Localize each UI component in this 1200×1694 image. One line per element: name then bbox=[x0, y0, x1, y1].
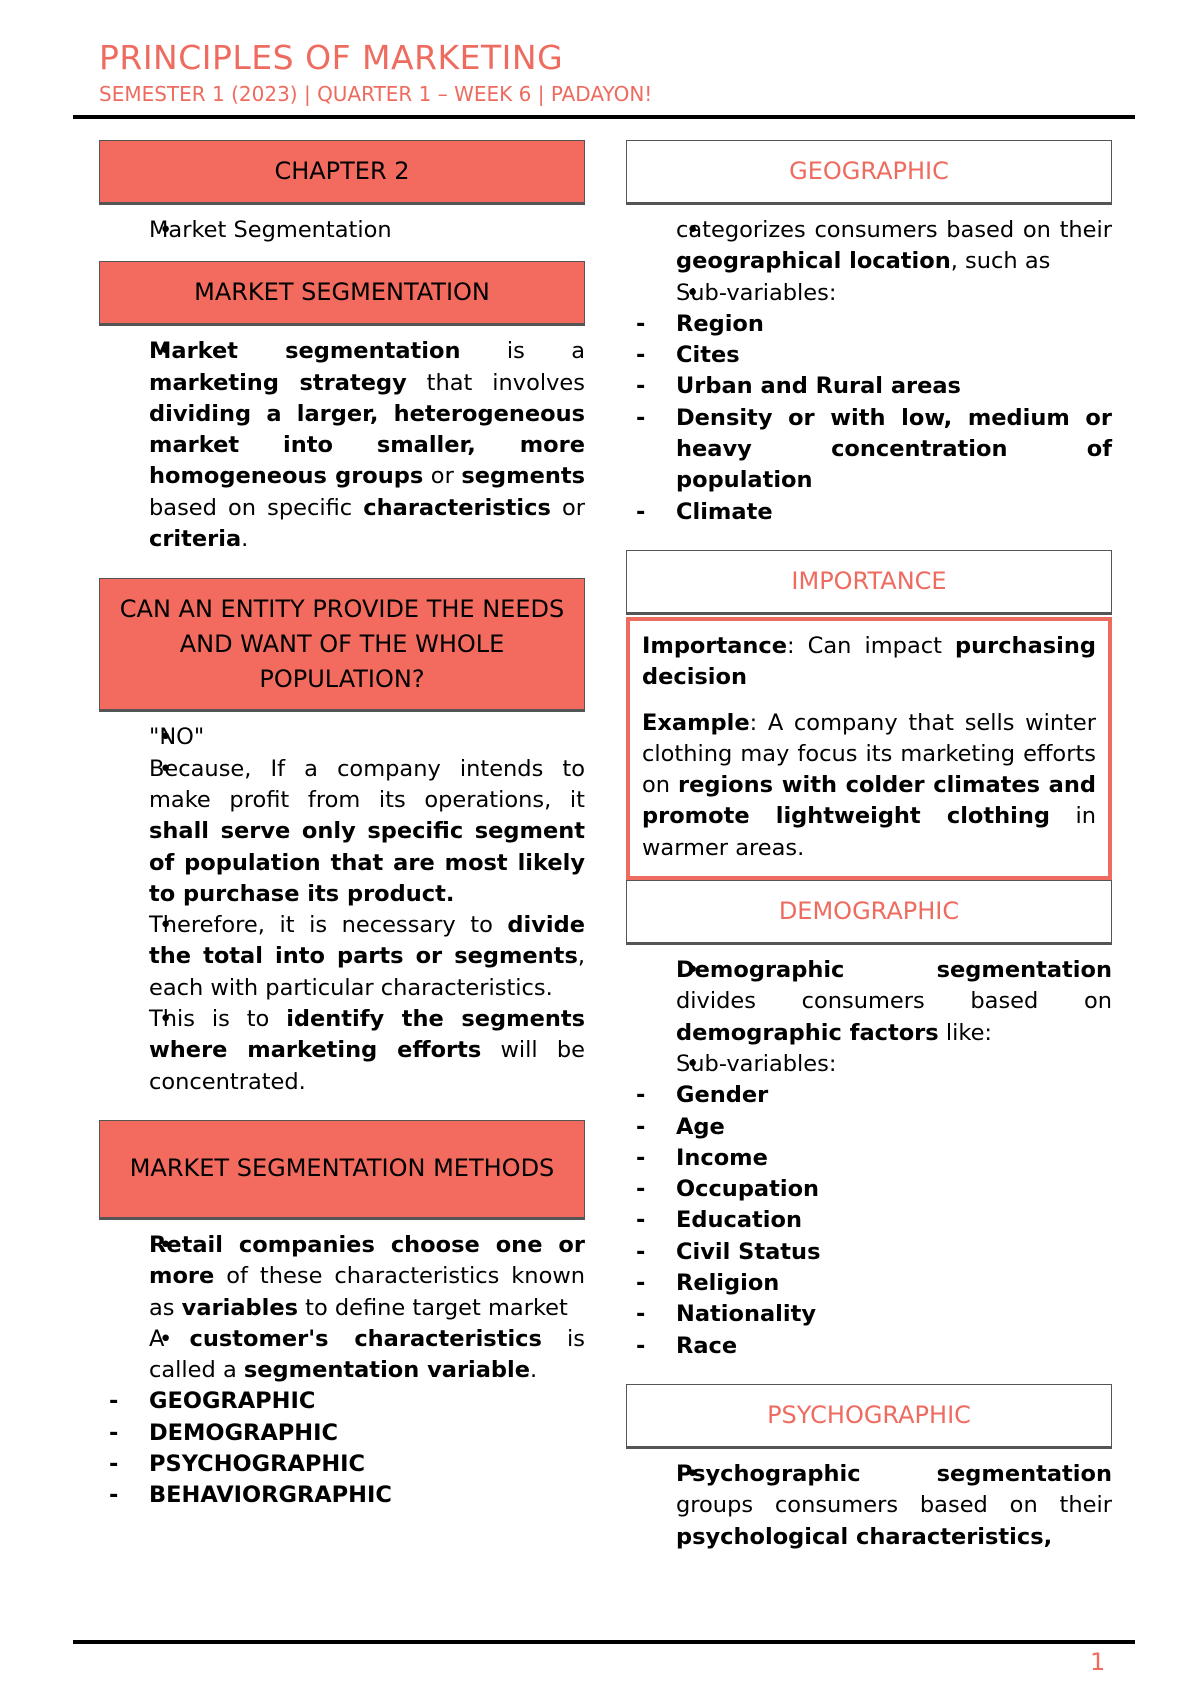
list-item: • Therefore, it is necessary to divide the total into parts or segments, each with particular characteristics. bbox=[149, 910, 585, 1004]
subvariable-item: - Gender bbox=[676, 1080, 1112, 1111]
left-column bbox=[99, 140, 585, 1512]
right-column bbox=[626, 140, 1112, 1553]
list-item: • A customer's characteristics is called a segmentation variable. - GEOGRAPHIC - DEMOGRAPHIC - PSYCHOGRAPHIC - BEHAVIORGRAPHIC bbox=[149, 1324, 585, 1512]
page-title: PRINCIPLES OF MARKETING bbox=[99, 38, 564, 77]
header-divider bbox=[73, 115, 1135, 119]
variable-item: - GEOGRAPHIC bbox=[149, 1386, 585, 1417]
geographic-heading-box bbox=[626, 140, 1112, 205]
psychographic-heading: PSYCHOGRAPHIC bbox=[767, 1400, 971, 1429]
psychographic-list bbox=[626, 1459, 1112, 1553]
methods-heading-box bbox=[99, 1120, 585, 1220]
subvariable-item: - Religion bbox=[676, 1268, 1112, 1299]
demographic-heading: DEMOGRAPHIC bbox=[778, 897, 960, 926]
subvariable-item: - Density or with low, medium or heavy concentration of population bbox=[676, 403, 1112, 497]
list-item: • Market Segmentation bbox=[149, 215, 585, 246]
importance-text: Importance: Can impact purchasing decision bbox=[642, 632, 1096, 691]
list-item: • "NO" bbox=[149, 722, 585, 753]
subvariable-item: - Race bbox=[676, 1331, 1112, 1362]
subvariable-item: - Urban and Rural areas bbox=[676, 371, 1112, 402]
methods-list bbox=[99, 1230, 585, 1512]
subvariable-item: - Climate bbox=[676, 497, 1112, 528]
market-segmentation-heading-box bbox=[99, 261, 585, 326]
importance-callout bbox=[626, 617, 1112, 880]
geographic-heading: GEOGRAPHIC bbox=[789, 157, 949, 185]
importance-heading: IMPORTANCE bbox=[791, 566, 947, 595]
footer-divider bbox=[73, 1640, 1135, 1644]
methods-heading: MARKET SEGMENTATION METHODS bbox=[129, 1154, 555, 1183]
list-item: • categorizes consumers based on their geographical location, such as bbox=[676, 215, 1112, 278]
list-item: • Demographic segmentation divides consumers based on demographic factors like: bbox=[676, 955, 1112, 1049]
subvariable-item: - Education bbox=[676, 1205, 1112, 1236]
list-item: • Retail companies choose one or more of these characteristics known as variables to define target market bbox=[149, 1230, 585, 1324]
example-text: Example: A company that sells winter clothing may focus its marketing efforts on regions with colder climates and promote lightweight clothing in warmer areas. bbox=[642, 709, 1096, 861]
chapter-list bbox=[99, 215, 585, 246]
page-number: 1 bbox=[1090, 1648, 1106, 1676]
psychographic-heading-box bbox=[626, 1384, 1112, 1449]
demographic-list bbox=[626, 955, 1112, 1362]
list-item: • Psychographic segmentation groups consumers based on their psychological characteristics, bbox=[676, 1459, 1112, 1553]
entity-list bbox=[99, 722, 585, 1098]
subvariable-item: - Region bbox=[676, 309, 1112, 340]
chapter-heading: CHAPTER 2 bbox=[274, 157, 410, 185]
subvariable-item: - Nationality bbox=[676, 1299, 1112, 1330]
list-item: • This is to identify the segments where marketing efforts will be concentrated. bbox=[149, 1004, 585, 1098]
list-item: • Sub-variables: - Gender - Age - Income - Occupation - Education - Civil Status - Religion - Nationality - Race bbox=[676, 1049, 1112, 1362]
subvariable-item: - Age bbox=[676, 1112, 1112, 1143]
demographic-heading-box bbox=[626, 880, 1112, 945]
entity-question: CAN AN ENTITY PROVIDE THE NEEDS AND WANT OF THE WHOLE POPULATION? bbox=[119, 594, 565, 693]
geographic-subvariables bbox=[676, 309, 1112, 528]
page-subtitle: SEMESTER 1 (2023) | QUARTER 1 – WEEK 6 | PADAYON! bbox=[99, 82, 653, 106]
definition-list bbox=[99, 336, 585, 555]
market-segmentation-heading: MARKET SEGMENTATION bbox=[194, 278, 490, 307]
definition-item: • Market segmentation is a marketing strategy that involves dividing a larger, heterogeneous market into smaller, more homogeneous groups or segments based on specific characteristics or criteria. bbox=[149, 336, 585, 555]
list-item: • Sub-variables: - Region - Cites - Urban and Rural areas - Density or with low, medium or heavy concentration of population - Climate bbox=[676, 278, 1112, 528]
importance-heading-box bbox=[626, 550, 1112, 615]
geographic-list bbox=[626, 215, 1112, 528]
list-item: • Because, If a company intends to make profit from its operations, it shall serve only specific segment of population that are most likely to purchase its product. bbox=[149, 754, 585, 910]
subvariable-item: - Cites bbox=[676, 340, 1112, 371]
demographic-subvariables bbox=[676, 1080, 1112, 1362]
variable-item: - BEHAVIORGRAPHIC bbox=[149, 1480, 585, 1511]
subvariable-item: - Civil Status bbox=[676, 1237, 1112, 1268]
entity-question-box bbox=[99, 578, 585, 712]
variable-item: - DEMOGRAPHIC bbox=[149, 1418, 585, 1449]
variable-list bbox=[149, 1386, 585, 1511]
chapter-heading-box bbox=[99, 140, 585, 205]
variable-item: - PSYCHOGRAPHIC bbox=[149, 1449, 585, 1480]
subvariable-item: - Occupation bbox=[676, 1174, 1112, 1205]
subvariable-item: - Income bbox=[676, 1143, 1112, 1174]
